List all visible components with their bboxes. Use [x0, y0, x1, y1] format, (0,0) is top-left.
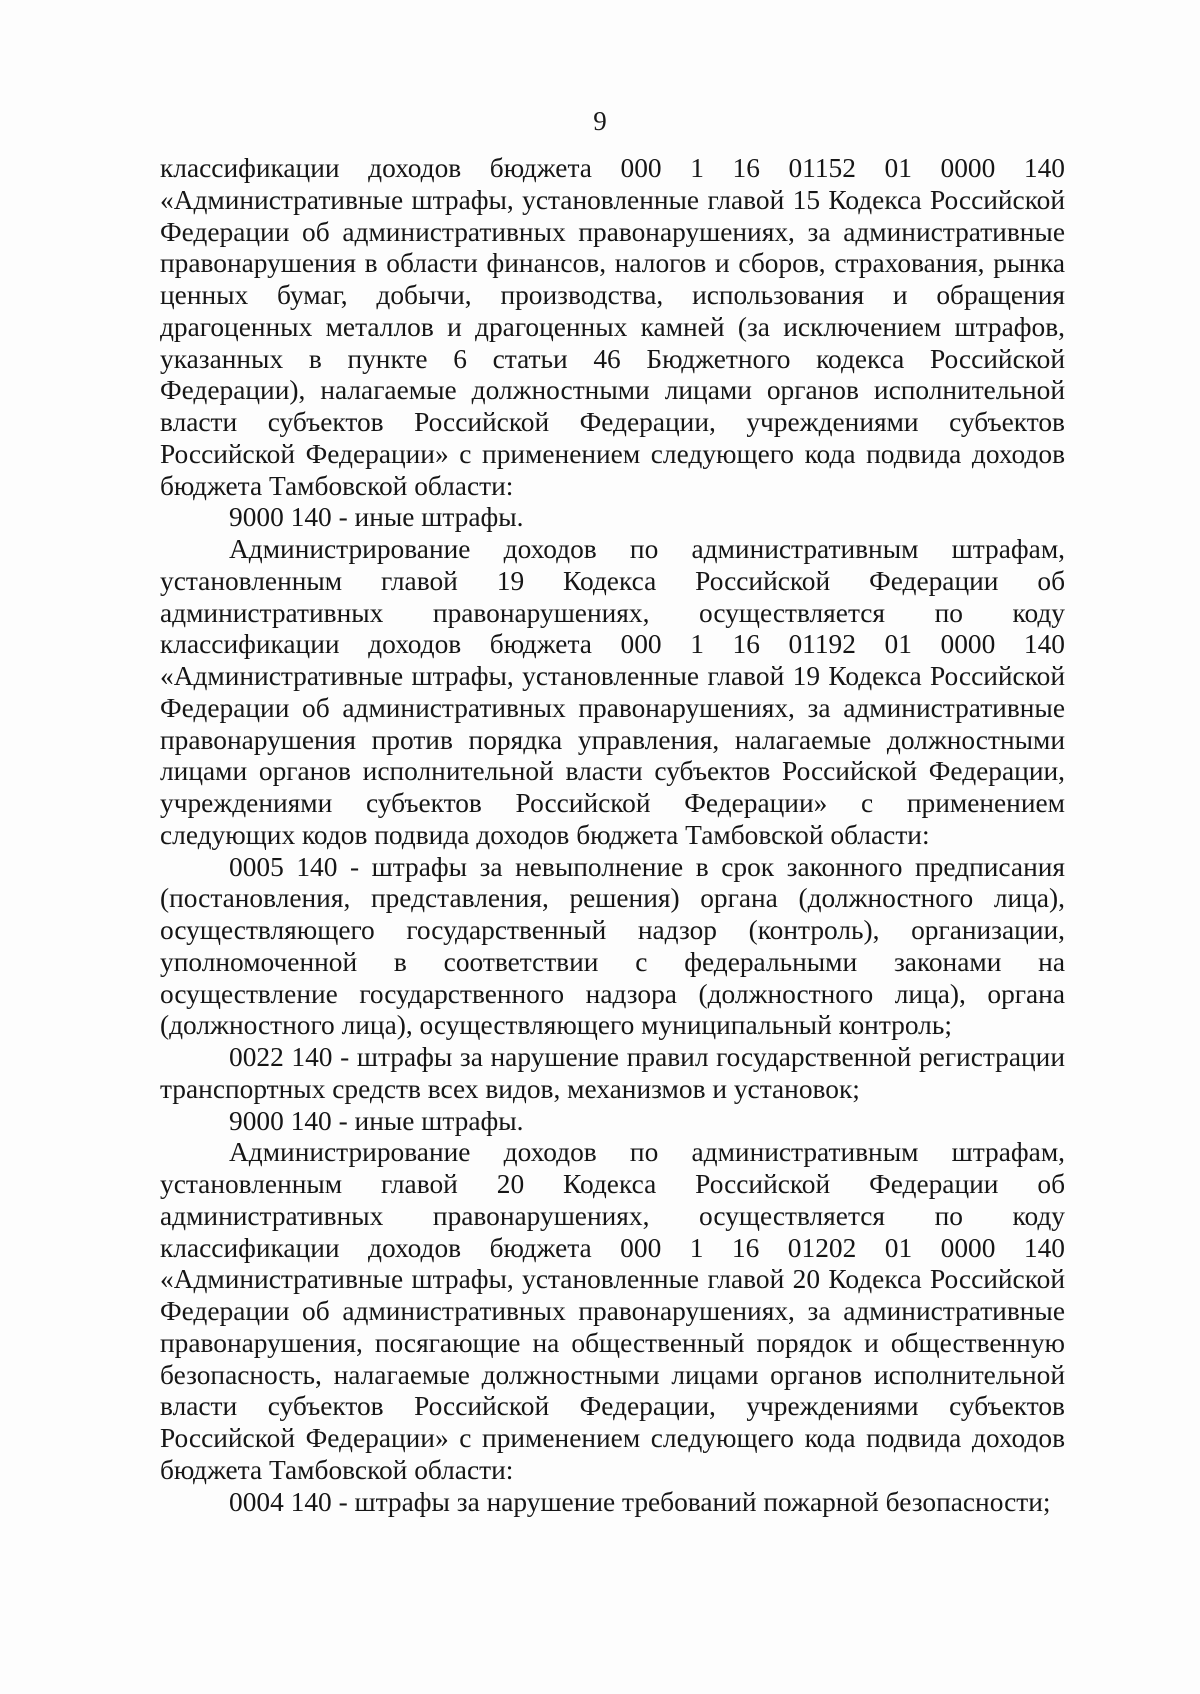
paragraph-code-9000-chapter-15: 9000 140 - иные штрафы. — [229, 502, 524, 533]
paragraph-chapter-19: Администрирование доходов по административным штрафам, установленным главой 19 Кодекса Российской Федерации об административных правонарушениях, осуществляется по коду классификации доходов бюджета 000 1 16 01192 01 0000 140 «Административные штрафы, установленные главой 19 Кодекса Российской Федерации об административных правонарушениях, за административные правонарушения против порядка управления, налагаемые должностными лицами органов исполнительной власти субъектов Российской Федерации, учреждениями субъектов Российской Федерации» с применением следующих кодов подвида доходов бюджета Тамбовской области: — [160, 534, 1065, 850]
document-body — [160, 153, 1065, 1518]
paragraph-code-9000-chapter-19: 9000 140 - иные штрафы. — [229, 1105, 524, 1136]
paragraph-code-0022: 0022 140 - штрафы за нарушение правил государственной регистрации транспортных средств всех видов, механизмов и установок; — [160, 1042, 1065, 1104]
page-number: 9 — [593, 106, 607, 136]
paragraph-continuation: классификации доходов бюджета 000 1 16 01152 01 0000 140 «Административные штрафы, установленные главой 15 Кодекса Российской Федерации об административных правонарушениях, за административные правонарушения в области финансов, налогов и сборов, страхования, рынка ценных бумаг, добычи, производства, использования и обращения драгоценных металлов и драгоценных камней (за исключением штрафов, указанных в пункте 6 статьи 46 Бюджетного кодекса Российской Федерации), налагаемые должностными лицами органов исполнительной власти субъектов Российской Федерации, учреждениями субъектов Российской Федерации» с применением следующего кода подвида доходов бюджета Тамбовской области: — [160, 153, 1065, 501]
paragraph-code-0004: 0004 140 - штрафы за нарушение требований пожарной безопасности; — [229, 1486, 1051, 1517]
paragraph-code-0005: 0005 140 - штрафы за невыполнение в срок законного предписания (постановления, представления, решения) органа (должностного лица), осуществляющего государственный надзор (контроль), организации, уполномоченной в соответствии с федеральными законами на осуществление государственного надзора (должностного лица), органа (должностного лица), осуществляющего муниципальный контроль; — [160, 851, 1065, 1041]
paragraph-chapter-20: Администрирование доходов по административным штрафам, установленным главой 20 Кодекса Российской Федерации об административных правонарушениях, осуществляется по коду классификации доходов бюджета 000 1 16 01202 01 0000 140 «Административные штрафы, установленные главой 20 Кодекса Российской Федерации об административных правонарушениях, за административные правонарушения, посягающие на общественный порядок и общественную безопасность, налагаемые должностными лицами органов исполнительной власти субъектов Российской Федерации, учреждениями субъектов Российской Федерации» с применением следующего кода подвида доходов бюджета Тамбовской области: — [160, 1137, 1065, 1485]
